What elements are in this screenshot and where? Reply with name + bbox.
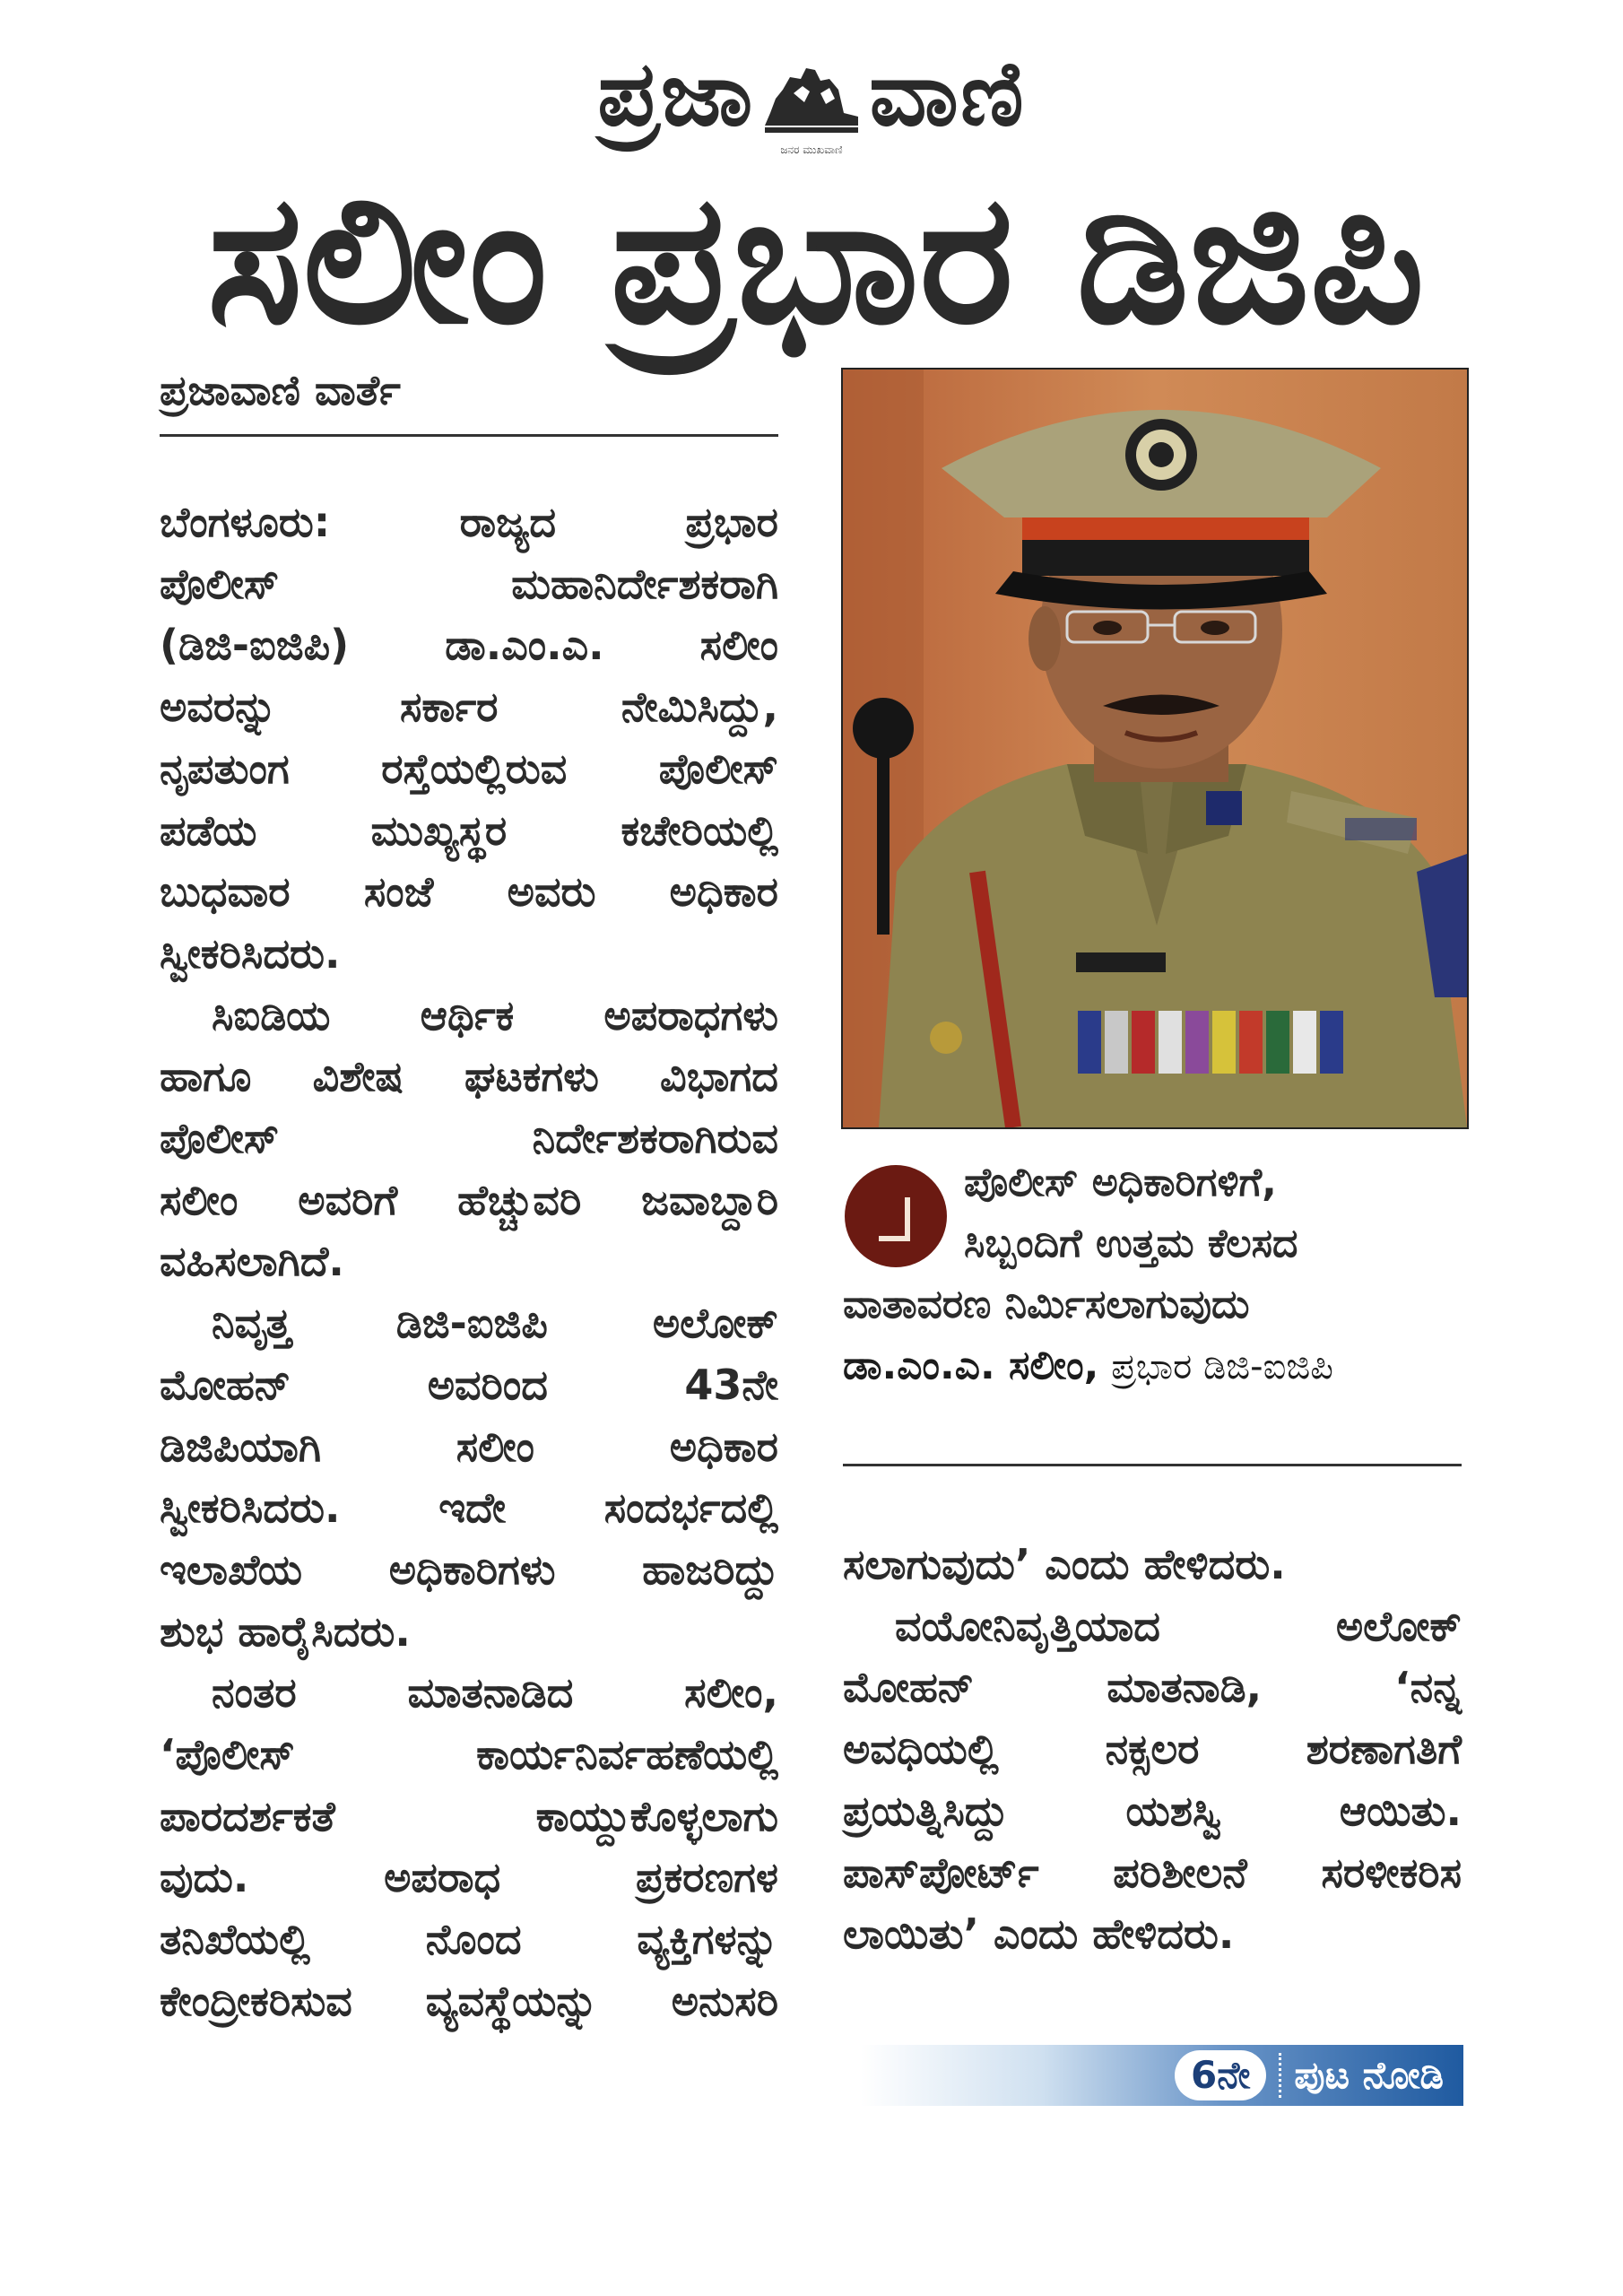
article-right-column	[843, 1534, 1462, 1965]
article-line: ಇಲಾಖೆಯ ಅಧಿಕಾರಿಗಳು ಹಾಜರಿದ್ದು	[160, 1544, 778, 1594]
headline: ಸಲೀಂ ಪ್ರಭಾರ ಡಿಜಿಪಿ	[207, 155, 1425, 364]
pull-quote-line: ಸಿಬ್ಬಂದಿಗೆ ಉತ್ತಮ ಕೆಲಸದ	[964, 1221, 1298, 1266]
continued-page-number: 6ನೇ	[1175, 2050, 1266, 2100]
article-line: ಅವಧಿಯಲ್ಲಿ ನಕ್ಸಲರ ಶರಣಾಗತಿಗೆ	[843, 1725, 1462, 1774]
article-line: ಮೋಹನ್ ಮಾತನಾಡಿ, ‘ನನ್ನ	[843, 1663, 1462, 1712]
article-line: ತನಿಖೆಯಲ್ಲಿ ನೊಂದ ವ್ಯಕ್ತಿಗಳನ್ನು	[160, 1915, 778, 1964]
banner-separator	[1279, 2053, 1281, 2098]
article-line: ಹಾಗೂ ವಿಶೇಷ ಘಟಕಗಳು ವಿಭಾಗದ	[160, 1052, 778, 1101]
article-line: ನಂತರ ಮಾತನಾಡಿದ ಸಲೀಂ,	[212, 1668, 778, 1718]
article-line: ನೃಪತುಂಗ ರಸ್ತೆಯಲ್ಲಿರುವ ಪೊಲೀಸ್	[160, 744, 778, 793]
continued-on-page-banner	[861, 2045, 1463, 2106]
quote-marker-icon	[843, 1163, 949, 1269]
pull-quote-line: ಪೊಲೀಸ್ ಅಧಿಕಾರಿಗಳಿಗೆ,	[964, 1160, 1277, 1205]
article-line: ಸ್ವೀಕರಿಸಿದರು. ಇದೇ ಸಂದರ್ಭದಲ್ಲಿ	[160, 1483, 778, 1533]
article-line: ‘ಪೊಲೀಸ್ ಕಾರ್ಯನಿರ್ವಹಣೆಯಲ್ಲಿ	[160, 1730, 778, 1779]
article-line: ಸಲೀಂ ಅವರಿಗೆ ಹೆಚ್ಚುವರಿ ಜವಾಬ್ದಾರಿ	[160, 1175, 778, 1224]
article-line: ಸಿಐಡಿಯ ಆರ್ಥಿಕ ಅಪರಾಧಗಳು	[212, 990, 778, 1039]
masthead-tagline: ಜನರ ಮುಖವಾಣಿ	[780, 144, 843, 156]
pull-quote	[843, 1152, 1462, 1397]
article-line: ಪೊಲೀಸ್ ಮಹಾನಿರ್ದೇಶಕರಾಗಿ	[160, 559, 778, 608]
officer-portrait-illustration	[843, 370, 1467, 1127]
continued-label: ಪುಟ ನೋಡಿ	[1294, 2053, 1444, 2097]
article-line: ಅವರನ್ನು ಸರ್ಕಾರ ನೇಮಿಸಿದ್ದು,	[160, 683, 778, 732]
article-line: ಮೋಹನ್ ಅವರಿಂದ 43ನೇ	[160, 1360, 778, 1409]
article-line: ಬೆಂಗಳೂರು: ರಾಜ್ಯದ ಪ್ರಭಾರ	[160, 498, 778, 546]
masthead-logo	[597, 40, 1025, 147]
masthead-left-word: ಪ್ರಜಾ	[597, 40, 755, 146]
quote-attribution-role: ಪ್ರಭಾರ ಡಿಜಿ-ಐಜಿಪಿ	[1111, 1346, 1333, 1387]
article-line: ವಯೋನಿವೃತ್ತಿಯಾದ ಅಲೋಕ್	[895, 1601, 1462, 1650]
lion-emblem-icon	[758, 54, 865, 135]
article-line: ವುದು. ಅಪರಾಧ ಪ್ರಕರಣಗಳ	[160, 1853, 778, 1902]
article-line: ನಿವೃತ್ತ ಡಿಜಿ-ಐಜಿಪಿ ಅಲೋಕ್	[212, 1299, 778, 1348]
article-line: ಪ್ರಯತ್ನಿಸಿದ್ದು ಯಶಸ್ವಿ ಆಯಿತು.	[843, 1786, 1462, 1835]
article-line: ಬುಧವಾರ ಸಂಜೆ ಅವರು ಅಧಿಕಾರ	[160, 867, 778, 917]
article-line: ವಹಿಸಲಾಗಿದೆ.	[160, 1237, 344, 1286]
article-line: ಪೊಲೀಸ್ ನಿರ್ದೇಶಕರಾಗಿರುವ	[160, 1114, 778, 1163]
pull-quote-attribution	[843, 1335, 1462, 1397]
pull-quote-line: ವಾತಾವರಣ ನಿರ್ಮಿಸಲಾಗುವುದು	[843, 1282, 1250, 1327]
byline: ಪ್ರಜಾವಾಣಿ ವಾರ್ತೆ	[160, 366, 778, 437]
article-line: ಸ್ವೀಕರಿಸಿದರು.	[160, 928, 341, 978]
masthead-right-word: ವಾಣಿ	[869, 40, 1026, 146]
column-divider	[843, 1464, 1462, 1466]
officer-photo	[841, 368, 1469, 1129]
article-line: ಡಿಜಿಪಿಯಾಗಿ ಸಲೀಂ ಅಧಿಕಾರ	[160, 1422, 778, 1471]
article-line: (ಡಿಜಿ-ಐಜಿಪಿ) ಡಾ.ಎಂ.ಎ. ಸಲೀಂ	[160, 621, 778, 670]
article-line: ಪಾರದರ್ಶಕತೆ ಕಾಯ್ದುಕೊಳ್ಳಲಾಗು	[160, 1791, 778, 1840]
article-line: ಪಾಸ್‌ಪೋರ್ಟ್ ಪರಿಶೀಲನೆ ಸರಳೀಕರಿಸ	[843, 1848, 1462, 1897]
masthead	[0, 40, 1623, 147]
article-left-column	[160, 491, 778, 2032]
article-line: ಕೇಂದ್ರೀಕರಿಸುವ ವ್ಯವಸ್ಥೆಯನ್ನು ಅನುಸರಿ	[160, 1976, 778, 2025]
article-line: ಶುಭ ಹಾರೈಸಿದರು.	[160, 1606, 411, 1656]
article-line: ಲಾಯಿತು’ ಎಂದು ಹೇಳಿದರು.	[843, 1909, 1235, 1959]
article-line: ಸಲಾಗುವುದು’ ಎಂದು ಹೇಳಿದರು.	[843, 1540, 1286, 1588]
article-line: ಪಡೆಯ ಮುಖ್ಯಸ್ಥರ ಕಚೇರಿಯಲ್ಲಿ	[160, 805, 778, 855]
quote-attribution-name: ಡಾ.ಎಂ.ಎ. ಸಲೀಂ,	[843, 1343, 1099, 1388]
